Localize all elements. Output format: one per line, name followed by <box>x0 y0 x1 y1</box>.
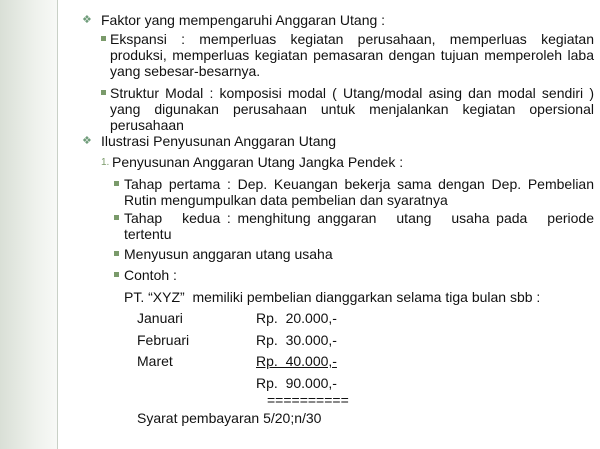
square-bullet-icon <box>114 251 119 256</box>
amount-februari: Rp. 30.000,- <box>256 332 337 348</box>
tahap-pertama-line-2: Rutin mengumpulkan data pembelian dan syaratnya <box>124 192 448 208</box>
syarat-pembayaran: Syarat pembayaran 5/20;n/30 <box>137 410 322 426</box>
ekspansi-line-1: Ekspansi : memperluas kegiatan perusahaan, memperluas kegiatan <box>110 31 594 47</box>
total-equals-rule: ========== <box>267 392 349 408</box>
tahap-pertama-line-1: Tahap pertama : Dep. Keuangan bekerja sama dengan Dep. Pembelian <box>124 176 594 192</box>
struktur-line-2: yang digunakan perusahaan untuk menjalankan kegiatan opersional <box>110 101 594 117</box>
square-bullet-icon <box>101 90 106 95</box>
month-januari: Januari <box>137 310 183 326</box>
ekspansi-line-2: produksi, memperluas kegiatan pemasaran dengan tujuan memperoleh laba <box>110 47 594 63</box>
square-bullet-icon <box>114 215 119 220</box>
square-bullet-icon <box>114 181 119 186</box>
diamond-bullet-icon: ❖ <box>82 135 92 147</box>
amount-januari: Rp. 20.000,- <box>256 310 337 326</box>
tahap-kedua-line-2: tertentu <box>124 226 172 242</box>
section-title-faktor: Faktor yang mempengaruhi Anggaran Utang : <box>101 12 386 28</box>
contoh-label: Contoh : <box>124 267 177 283</box>
amount-total: Rp. 90.000,- <box>256 375 337 391</box>
pt-xyz-line: PT. “XYZ” memiliki pembelian dianggarkan selama tiga bulan sbb : <box>124 289 541 305</box>
square-bullet-icon <box>114 272 119 277</box>
square-bullet-icon <box>101 36 106 41</box>
struktur-line-1: Struktur Modal : komposisi modal ( Utang/modal asing dan modal sendiri ) <box>110 85 594 101</box>
tahap-kedua-line-1: Tahap kedua : menghitung anggaran utang usaha pada periode <box>124 210 594 226</box>
subsection-title-jangka-pendek: Penyusunan Anggaran Utang Jangka Pendek : <box>112 154 404 170</box>
ekspansi-line-3: yang sebesar-besarnya. <box>110 63 261 79</box>
month-februari: Februari <box>137 332 190 348</box>
list-number: 1. <box>101 157 110 168</box>
menyusun-anggaran: Menyusun anggaran utang usaha <box>124 246 333 262</box>
month-maret: Maret <box>137 353 173 369</box>
section-title-ilustrasi: Ilustrasi Penyusunan Anggaran Utang <box>101 133 337 149</box>
diamond-bullet-icon: ❖ <box>82 14 92 26</box>
amount-maret: Rp. 40.000,- <box>256 353 337 369</box>
struktur-line-3: perusahaan <box>110 117 184 133</box>
